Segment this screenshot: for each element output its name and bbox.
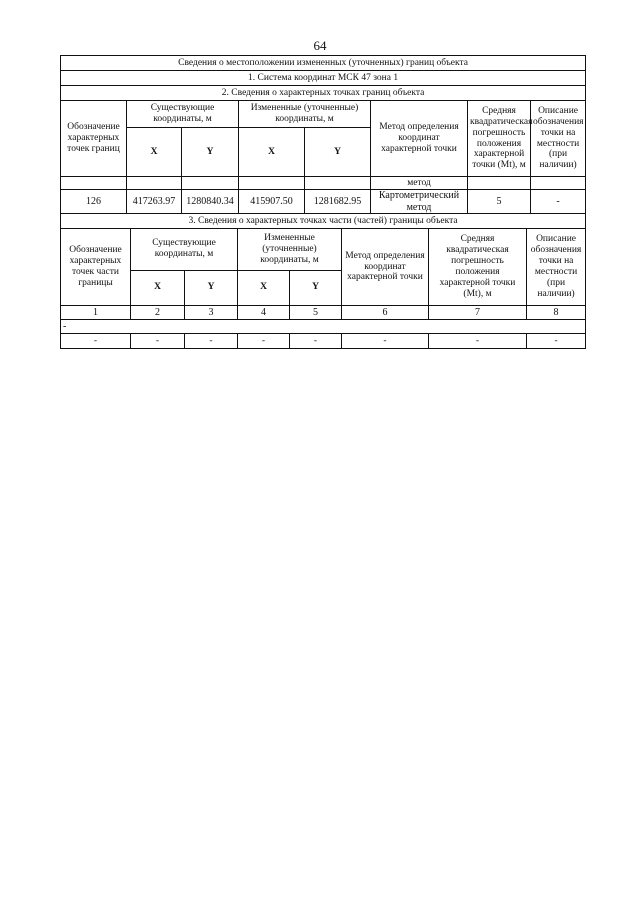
header-description: Описание обозначения точки на местности (при наличии) [527, 229, 586, 306]
blank-cell [305, 177, 371, 190]
table-row [61, 334, 586, 349]
section-1-title: 1. Система координат МСК 47 зона 1 [61, 71, 586, 86]
method-label: метод [371, 177, 468, 190]
description-value: - [531, 190, 586, 214]
header-method: Метод определения координат характерной точки [342, 229, 429, 306]
accuracy-value: 5 [468, 190, 531, 214]
header-changed-coords: Измененные (уточненные) координаты, м [238, 229, 342, 271]
blank-cell [127, 177, 182, 190]
header-designation: Обозначение характерных точек границ [61, 101, 127, 177]
column-number: 4 [238, 306, 290, 320]
method-value: Картометрический метод [371, 190, 468, 214]
header-description: Описание обозначения точки на местности (при наличии) [531, 101, 586, 177]
header-accuracy: Средняя квадратическая погрешность положения характерной точки (Mt), м [468, 101, 531, 177]
header-existing-coords: Существующие координаты, м [127, 101, 239, 128]
header-designation: Обозначение характерных точек части границы [61, 229, 131, 306]
header-x-changed: X [238, 270, 290, 305]
document-body [60, 55, 585, 349]
header-method: Метод определения координат характерной точки [371, 101, 468, 177]
header-x-changed: X [239, 128, 305, 177]
empty-value: - [527, 334, 586, 349]
column-number: 7 [429, 306, 527, 320]
empty-value: - [290, 334, 342, 349]
blank-cell [468, 177, 531, 190]
x-changed-value: 415907.50 [239, 190, 305, 214]
column-number: 6 [342, 306, 429, 320]
column-number: 1 [61, 306, 131, 320]
header-existing-coords: Существующие координаты, м [131, 229, 238, 271]
part-label: - [61, 320, 586, 334]
blank-cell [531, 177, 586, 190]
y-changed-value: 1281682.95 [305, 190, 371, 214]
header-y-existing: Y [182, 128, 239, 177]
y-existing-value: 1280840.34 [182, 190, 239, 214]
column-number: 2 [131, 306, 185, 320]
boundary-table-section-2 [60, 55, 586, 214]
blank-cell [239, 177, 305, 190]
part-label-row [61, 320, 586, 334]
column-number-row [61, 306, 586, 320]
empty-value: - [131, 334, 185, 349]
header-y-existing: Y [185, 270, 238, 305]
empty-value: - [429, 334, 527, 349]
header-y-changed: Y [305, 128, 371, 177]
page-number: 64 [313, 38, 327, 53]
table-row [61, 190, 586, 214]
empty-value: - [185, 334, 238, 349]
header-y-changed: Y [290, 270, 342, 305]
section-3-title: 3. Сведения о характерных точках части (частей) границы объекта [61, 214, 586, 229]
empty-value: - [61, 334, 131, 349]
point-number: 126 [61, 190, 127, 214]
column-number: 5 [290, 306, 342, 320]
header-x-existing: X [127, 128, 182, 177]
blank-cell [61, 177, 127, 190]
header-accuracy: Средняя квадратическая погрешность положения характерной точки (Mt), м [429, 229, 527, 306]
header-x-existing: X [131, 270, 185, 305]
column-number: 8 [527, 306, 586, 320]
section-2-title: 2. Сведения о характерных точках границ объекта [61, 86, 586, 101]
boundary-table-section-3 [60, 214, 586, 349]
column-number: 3 [185, 306, 238, 320]
header-changed-coords: Измененные (уточненные) координаты, м [239, 101, 371, 128]
empty-value: - [342, 334, 429, 349]
blank-cell [182, 177, 239, 190]
x-existing-value: 417263.97 [127, 190, 182, 214]
empty-value: - [238, 334, 290, 349]
document-title: Сведения о местоположении измененных (уточненных) границ объекта [61, 56, 586, 71]
